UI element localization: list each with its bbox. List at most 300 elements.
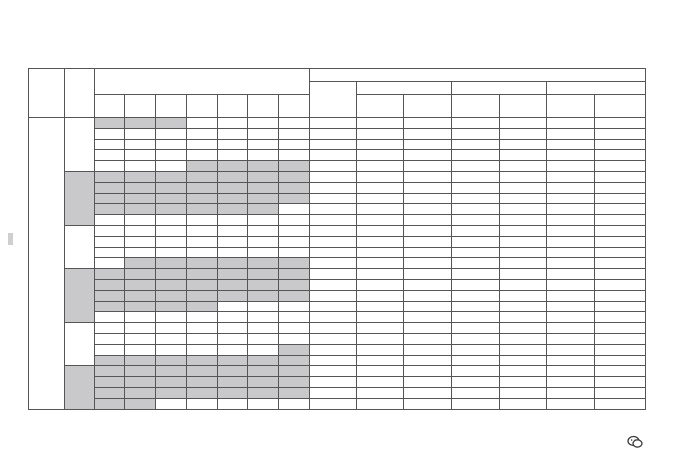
day-cell bbox=[94, 247, 125, 258]
weekday-header bbox=[279, 95, 310, 118]
day-cell bbox=[156, 279, 187, 290]
week-number-cell bbox=[499, 258, 547, 269]
senior-col-header bbox=[451, 95, 499, 118]
table-row bbox=[29, 128, 646, 139]
day-cell bbox=[125, 118, 156, 129]
day-cell bbox=[156, 171, 187, 182]
junior-group-header bbox=[356, 82, 451, 95]
day-cell bbox=[186, 150, 217, 161]
week-number-cell bbox=[356, 215, 404, 226]
week-number-cell bbox=[309, 118, 356, 129]
week-number-cell bbox=[404, 128, 452, 139]
week-number-cell bbox=[499, 215, 547, 226]
day-cell bbox=[248, 301, 279, 312]
day-cell bbox=[248, 377, 279, 388]
day-cell bbox=[125, 366, 156, 377]
day-cell bbox=[125, 279, 156, 290]
day-cell bbox=[186, 204, 217, 215]
semester-calendar-table bbox=[28, 68, 646, 410]
day-cell bbox=[186, 366, 217, 377]
day-cell bbox=[186, 215, 217, 226]
week-number-cell bbox=[309, 150, 356, 161]
week-number-cell bbox=[499, 161, 547, 172]
week-number-cell bbox=[547, 161, 595, 172]
week-number-cell bbox=[451, 118, 499, 129]
month-cell bbox=[65, 323, 95, 366]
week-number-cell bbox=[404, 312, 452, 323]
week-number-cell bbox=[404, 290, 452, 301]
table-row bbox=[29, 377, 646, 388]
week-number-cell bbox=[404, 279, 452, 290]
day-cell bbox=[248, 225, 279, 236]
weekday-header bbox=[248, 95, 279, 118]
week-number-cell bbox=[404, 225, 452, 236]
day-cell bbox=[279, 150, 310, 161]
day-cell bbox=[217, 398, 248, 409]
week-number-cell bbox=[451, 225, 499, 236]
junior-col-header bbox=[356, 95, 404, 118]
day-cell bbox=[186, 247, 217, 258]
week-number-cell bbox=[356, 269, 404, 280]
week-number-cell bbox=[356, 398, 404, 409]
week-number-cell bbox=[356, 279, 404, 290]
week-number-cell bbox=[309, 366, 356, 377]
day-cell bbox=[94, 366, 125, 377]
week-number-cell bbox=[595, 182, 646, 193]
day-cell bbox=[156, 355, 187, 366]
day-cell bbox=[186, 225, 217, 236]
week-number-cell bbox=[499, 171, 547, 182]
day-cell bbox=[279, 269, 310, 280]
week-number-cell bbox=[499, 398, 547, 409]
week-number-cell bbox=[547, 258, 595, 269]
week-number-cell bbox=[547, 236, 595, 247]
table-row bbox=[29, 258, 646, 269]
day-cell bbox=[279, 171, 310, 182]
week-number-cell bbox=[309, 225, 356, 236]
day-cell bbox=[125, 128, 156, 139]
day-cell bbox=[94, 398, 125, 409]
day-cell bbox=[248, 387, 279, 398]
week-number-cell bbox=[404, 182, 452, 193]
day-cell bbox=[217, 204, 248, 215]
week-number-cell bbox=[451, 398, 499, 409]
day-cell bbox=[279, 225, 310, 236]
week-number-cell bbox=[595, 118, 646, 129]
week-number-cell bbox=[451, 215, 499, 226]
day-cell bbox=[125, 225, 156, 236]
week-number-cell bbox=[356, 139, 404, 150]
day-cell bbox=[94, 161, 125, 172]
week-number-cell bbox=[595, 139, 646, 150]
day-cell bbox=[217, 290, 248, 301]
year-cell bbox=[29, 118, 65, 410]
table-row bbox=[29, 171, 646, 182]
day-cell bbox=[94, 150, 125, 161]
week-number-cell bbox=[499, 150, 547, 161]
week-number-cell bbox=[547, 247, 595, 258]
day-cell bbox=[156, 225, 187, 236]
day-cell bbox=[186, 279, 217, 290]
day-cell bbox=[217, 366, 248, 377]
week-number-cell bbox=[595, 236, 646, 247]
day-cell bbox=[94, 387, 125, 398]
table-row bbox=[29, 344, 646, 355]
week-number-cell bbox=[309, 355, 356, 366]
day-cell bbox=[156, 118, 187, 129]
day-cell bbox=[279, 387, 310, 398]
day-cell bbox=[217, 193, 248, 204]
week-number-cell bbox=[309, 215, 356, 226]
week-number-cell bbox=[451, 247, 499, 258]
day-cell bbox=[279, 182, 310, 193]
day-cell bbox=[248, 355, 279, 366]
day-cell bbox=[186, 312, 217, 323]
week-number-cell bbox=[451, 333, 499, 344]
day-cell bbox=[125, 171, 156, 182]
week-number-cell bbox=[499, 290, 547, 301]
weekday-header bbox=[186, 95, 217, 118]
week-number-cell bbox=[451, 128, 499, 139]
day-cell bbox=[248, 279, 279, 290]
week-number-cell bbox=[309, 171, 356, 182]
week-number-cell bbox=[356, 204, 404, 215]
day-cell bbox=[125, 236, 156, 247]
week-number-cell bbox=[547, 269, 595, 280]
day-cell bbox=[217, 182, 248, 193]
senior-col-header bbox=[499, 95, 547, 118]
week-number-cell bbox=[451, 279, 499, 290]
day-cell bbox=[248, 258, 279, 269]
week-number-cell bbox=[404, 258, 452, 269]
day-cell bbox=[94, 236, 125, 247]
week-number-cell bbox=[595, 377, 646, 388]
day-cell bbox=[217, 355, 248, 366]
table-row bbox=[29, 290, 646, 301]
day-cell bbox=[217, 323, 248, 334]
day-cell bbox=[94, 344, 125, 355]
day-cell bbox=[217, 377, 248, 388]
vocational-col-header bbox=[547, 95, 595, 118]
week-number-cell bbox=[451, 171, 499, 182]
week-number-cell bbox=[356, 193, 404, 204]
day-cell bbox=[156, 247, 187, 258]
day-cell bbox=[279, 333, 310, 344]
week-number-cell bbox=[356, 355, 404, 366]
table-row bbox=[29, 193, 646, 204]
week-number-cell bbox=[499, 333, 547, 344]
day-cell bbox=[279, 118, 310, 129]
day-cell bbox=[279, 312, 310, 323]
day-cell bbox=[186, 301, 217, 312]
week-number-cell bbox=[309, 301, 356, 312]
day-cell bbox=[94, 215, 125, 226]
day-cell bbox=[125, 269, 156, 280]
week-number-cell bbox=[451, 258, 499, 269]
day-cell bbox=[186, 182, 217, 193]
day-cell bbox=[248, 204, 279, 215]
day-cell bbox=[279, 279, 310, 290]
day-cell bbox=[156, 139, 187, 150]
day-cell bbox=[248, 247, 279, 258]
week-number-cell bbox=[547, 344, 595, 355]
day-cell bbox=[156, 193, 187, 204]
week-number-cell bbox=[309, 161, 356, 172]
day-cell bbox=[217, 215, 248, 226]
day-cell bbox=[186, 139, 217, 150]
week-number-cell bbox=[404, 215, 452, 226]
day-cell bbox=[217, 161, 248, 172]
week-number-cell bbox=[499, 323, 547, 334]
table-row bbox=[29, 355, 646, 366]
day-cell bbox=[125, 301, 156, 312]
week-number-cell bbox=[451, 182, 499, 193]
week-number-cell bbox=[404, 333, 452, 344]
day-cell bbox=[125, 333, 156, 344]
week-number-cell bbox=[547, 225, 595, 236]
week-number-cell bbox=[547, 323, 595, 334]
week-number-cell bbox=[404, 247, 452, 258]
day-cell bbox=[125, 204, 156, 215]
calendar-body bbox=[29, 118, 646, 410]
day-cell bbox=[125, 290, 156, 301]
table-row bbox=[29, 204, 646, 215]
week-number-cell bbox=[499, 118, 547, 129]
primary-header bbox=[309, 82, 356, 118]
day-cell bbox=[186, 161, 217, 172]
day-cell bbox=[217, 225, 248, 236]
day-cell bbox=[125, 312, 156, 323]
week-number-cell bbox=[499, 279, 547, 290]
week-number-cell bbox=[404, 301, 452, 312]
week-number-cell bbox=[356, 333, 404, 344]
week-number-cell bbox=[309, 290, 356, 301]
week-number-cell bbox=[309, 377, 356, 388]
day-cell bbox=[186, 269, 217, 280]
week-number-cell bbox=[356, 301, 404, 312]
day-cell bbox=[94, 118, 125, 129]
day-cell bbox=[279, 161, 310, 172]
week-number-cell bbox=[309, 344, 356, 355]
day-cell bbox=[186, 398, 217, 409]
table-row bbox=[29, 301, 646, 312]
weekday-header bbox=[125, 95, 156, 118]
week-number-cell bbox=[499, 269, 547, 280]
week-number-cell bbox=[309, 398, 356, 409]
month-cell bbox=[65, 171, 95, 225]
day-cell bbox=[156, 204, 187, 215]
day-cell bbox=[279, 193, 310, 204]
week-number-cell bbox=[595, 279, 646, 290]
month-cell bbox=[65, 269, 95, 323]
day-cell bbox=[217, 128, 248, 139]
scan-edge-mark bbox=[8, 233, 13, 245]
day-cell bbox=[248, 118, 279, 129]
week-number-cell bbox=[547, 279, 595, 290]
week-number-cell bbox=[547, 139, 595, 150]
day-cell bbox=[156, 182, 187, 193]
table-row bbox=[29, 150, 646, 161]
day-cell bbox=[186, 171, 217, 182]
week-number-cell bbox=[404, 139, 452, 150]
day-cell bbox=[279, 128, 310, 139]
day-cell bbox=[125, 150, 156, 161]
week-number-cell bbox=[356, 128, 404, 139]
week-number-cell bbox=[595, 193, 646, 204]
weekday-header bbox=[217, 95, 248, 118]
day-cell bbox=[186, 355, 217, 366]
week-number-cell bbox=[547, 355, 595, 366]
table-row bbox=[29, 269, 646, 280]
day-cell bbox=[279, 398, 310, 409]
day-cell bbox=[156, 301, 187, 312]
week-number-cell bbox=[595, 333, 646, 344]
week-number-cell bbox=[404, 355, 452, 366]
day-cell bbox=[156, 236, 187, 247]
table-row bbox=[29, 247, 646, 258]
day-cell bbox=[94, 301, 125, 312]
week-number-cell bbox=[451, 301, 499, 312]
day-cell bbox=[279, 301, 310, 312]
day-cell bbox=[248, 193, 279, 204]
day-cell bbox=[217, 269, 248, 280]
week-number-cell bbox=[451, 312, 499, 323]
week-number-cell bbox=[404, 323, 452, 334]
day-cell bbox=[94, 279, 125, 290]
day-cell bbox=[156, 269, 187, 280]
wechat-icon bbox=[627, 434, 643, 450]
week-number-cell bbox=[547, 204, 595, 215]
week-number-cell bbox=[595, 323, 646, 334]
day-cell bbox=[156, 312, 187, 323]
day-cell bbox=[94, 269, 125, 280]
day-cell bbox=[156, 377, 187, 388]
month-cell bbox=[65, 366, 95, 409]
day-cell bbox=[94, 312, 125, 323]
day-cell bbox=[279, 215, 310, 226]
day-cell bbox=[125, 139, 156, 150]
week-number-cell bbox=[309, 269, 356, 280]
day-cell bbox=[94, 225, 125, 236]
week-number-cell bbox=[356, 323, 404, 334]
day-cell bbox=[156, 161, 187, 172]
day-cell bbox=[186, 333, 217, 344]
day-cell bbox=[125, 344, 156, 355]
day-cell bbox=[248, 161, 279, 172]
week-number-cell bbox=[309, 312, 356, 323]
week-number-cell bbox=[309, 128, 356, 139]
day-cell bbox=[217, 236, 248, 247]
week-number-cell bbox=[595, 398, 646, 409]
day-cell bbox=[156, 150, 187, 161]
table-row bbox=[29, 398, 646, 409]
day-cell bbox=[94, 182, 125, 193]
week-number-cell bbox=[404, 118, 452, 129]
week-number-cell bbox=[547, 377, 595, 388]
month-cell bbox=[65, 118, 95, 172]
day-cell bbox=[125, 398, 156, 409]
day-cell bbox=[248, 139, 279, 150]
day-cell bbox=[279, 139, 310, 150]
week-number-cell bbox=[356, 247, 404, 258]
week-number-cell bbox=[356, 290, 404, 301]
week-number-cell bbox=[499, 355, 547, 366]
week-number-cell bbox=[499, 236, 547, 247]
week-number-cell bbox=[309, 387, 356, 398]
week-number-cell bbox=[595, 366, 646, 377]
week-number-cell bbox=[356, 182, 404, 193]
week-number-cell bbox=[451, 150, 499, 161]
day-cell bbox=[217, 247, 248, 258]
day-cell bbox=[94, 171, 125, 182]
week-number-cell bbox=[309, 247, 356, 258]
week-number-cell bbox=[595, 290, 646, 301]
week-number-cell bbox=[356, 258, 404, 269]
day-cell bbox=[248, 312, 279, 323]
day-cell bbox=[186, 323, 217, 334]
day-cell bbox=[248, 182, 279, 193]
day-cell bbox=[125, 323, 156, 334]
week-number-cell bbox=[595, 301, 646, 312]
week-number-cell bbox=[356, 118, 404, 129]
week-number-cell bbox=[547, 387, 595, 398]
week-number-cell bbox=[595, 161, 646, 172]
table-row bbox=[29, 215, 646, 226]
week-number-cell bbox=[595, 215, 646, 226]
day-cell bbox=[94, 258, 125, 269]
week-number-cell bbox=[356, 236, 404, 247]
table-row bbox=[29, 161, 646, 172]
day-cell bbox=[156, 258, 187, 269]
week-number-cell bbox=[309, 258, 356, 269]
day-cell bbox=[125, 258, 156, 269]
week-number-cell bbox=[356, 225, 404, 236]
day-cell bbox=[279, 344, 310, 355]
week-number-cell bbox=[547, 171, 595, 182]
day-cell bbox=[279, 355, 310, 366]
day-cell bbox=[94, 333, 125, 344]
day-cell bbox=[217, 118, 248, 129]
week-number-cell bbox=[451, 323, 499, 334]
day-cell bbox=[217, 301, 248, 312]
table-row bbox=[29, 333, 646, 344]
week-number-cell bbox=[404, 398, 452, 409]
week-number-cell bbox=[595, 312, 646, 323]
day-cell bbox=[217, 150, 248, 161]
week-number-cell bbox=[309, 323, 356, 334]
week-number-cell bbox=[404, 377, 452, 388]
week-number-cell bbox=[404, 193, 452, 204]
week-number-cell bbox=[356, 171, 404, 182]
week-number-cell bbox=[309, 204, 356, 215]
day-cell bbox=[217, 344, 248, 355]
week-number-cell bbox=[499, 366, 547, 377]
day-cell bbox=[279, 290, 310, 301]
day-cell bbox=[186, 193, 217, 204]
day-cell bbox=[125, 387, 156, 398]
week-number-cell bbox=[451, 193, 499, 204]
week-number-cell bbox=[499, 301, 547, 312]
table-row bbox=[29, 323, 646, 334]
week-number-cell bbox=[499, 193, 547, 204]
watermark bbox=[627, 434, 647, 450]
day-cell bbox=[217, 333, 248, 344]
day-cell bbox=[94, 355, 125, 366]
week-number-cell bbox=[595, 258, 646, 269]
weekday-header bbox=[94, 95, 125, 118]
day-cell bbox=[186, 387, 217, 398]
day-cell bbox=[279, 247, 310, 258]
